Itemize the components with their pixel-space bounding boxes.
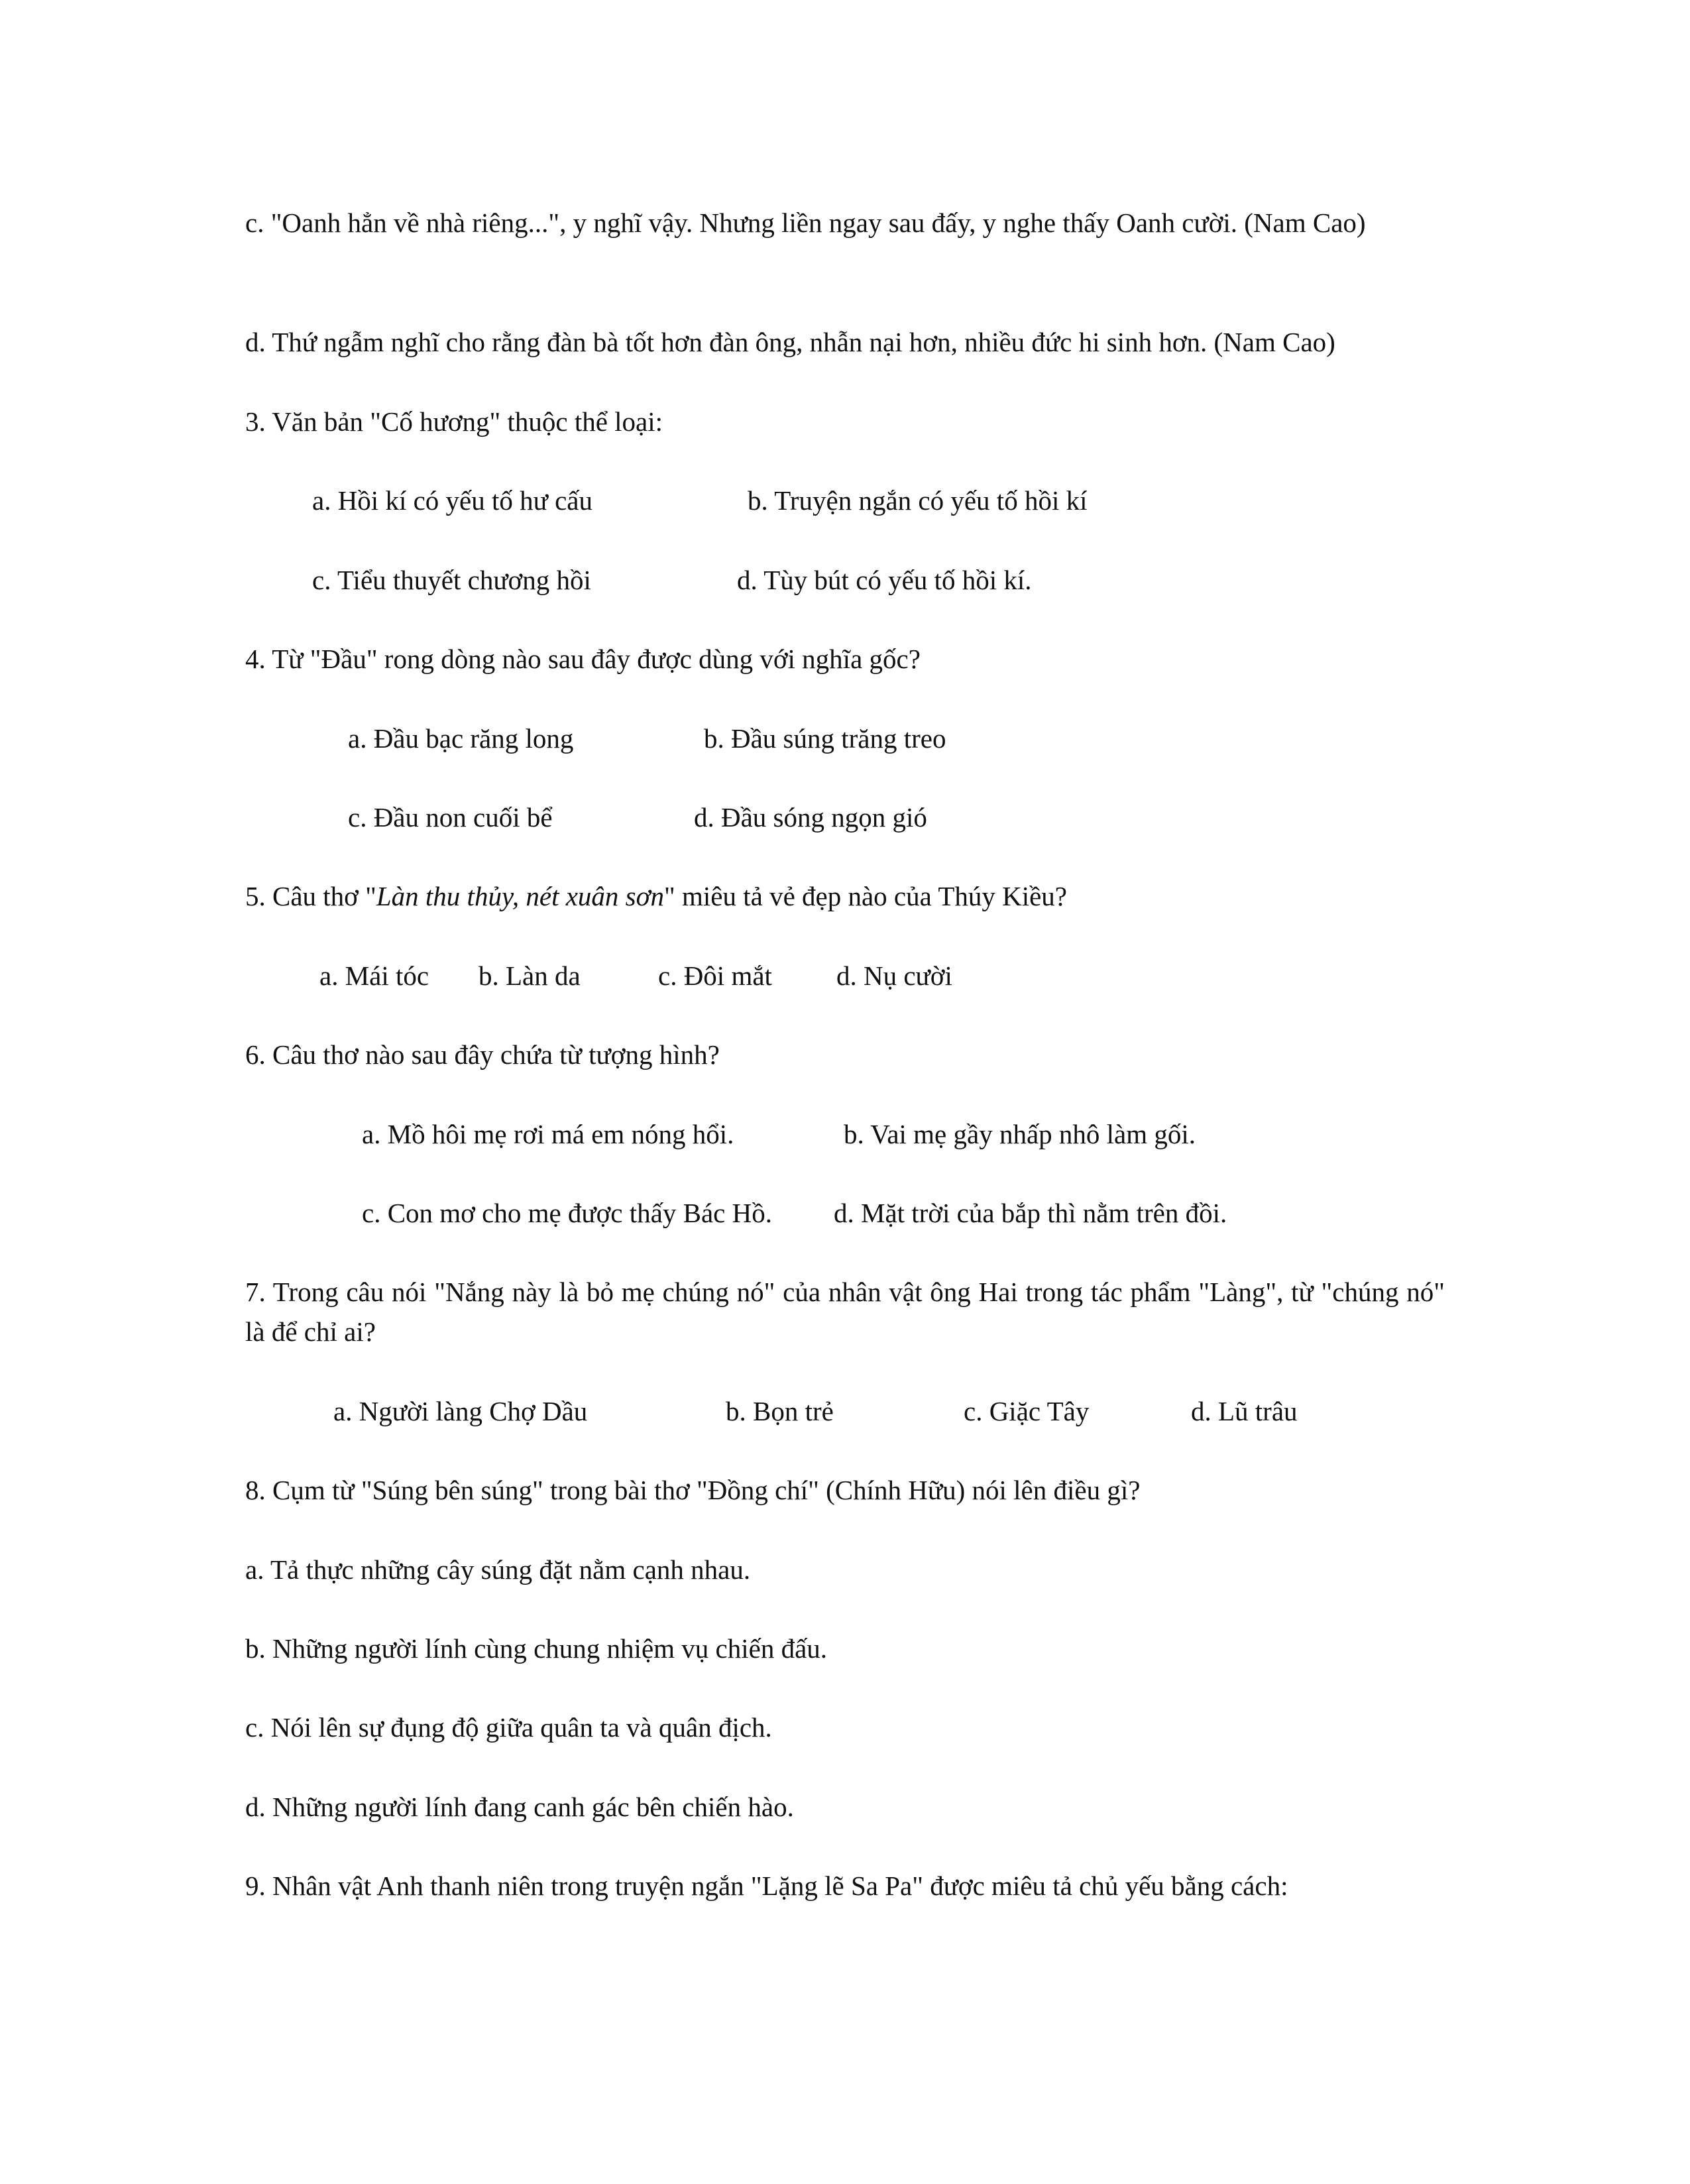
q8-question: 8. Cụm từ "Súng bên súng" trong bài thơ "Đồng chí" (Chính Hữu) nói lên điều gì? xyxy=(245,1475,1141,1505)
q6-option-a: a. Mồ hôi mẹ rơi má em nóng hổi. xyxy=(362,1119,734,1149)
q5-option-b: b. Làn da xyxy=(479,960,581,991)
q5-option-d: d. Nụ cười xyxy=(836,960,952,991)
q7-option-c: c. Giặc Tây xyxy=(964,1396,1090,1426)
q3-option-a: a. Hồi kí có yếu tố hư cấu xyxy=(312,485,592,516)
q6-option-b: b. Vai mẹ gầy nhấp nhô làm gối. xyxy=(844,1119,1196,1149)
q4-option-d: d. Đầu sóng ngọn gió xyxy=(694,802,927,833)
q7-option-b: b. Bọn trẻ xyxy=(726,1396,834,1426)
q3-option-b: b. Truyện ngắn có yếu tố hồi kí xyxy=(748,485,1088,516)
q7-option-d: d. Lũ trâu xyxy=(1191,1396,1298,1426)
q8-option-c: c. Nói lên sự đụng độ giữa quân ta và quân địch. xyxy=(245,1712,772,1743)
q5-option-a: a. Mái tóc xyxy=(319,960,429,991)
q5-question-quote: Làn thu thủy, nét xuân sơn xyxy=(376,881,665,911)
q5-question-prefix: 5. Câu thơ " xyxy=(245,881,376,911)
q5-option-c: c. Đôi mắt xyxy=(658,960,772,991)
q3-option-d: d. Tùy bút có yếu tố hồi kí. xyxy=(737,565,1032,595)
q6-question: 6. Câu thơ nào sau đây chứa từ tượng hình? xyxy=(245,1039,720,1070)
q7-option-a: a. Người làng Chợ Dầu xyxy=(333,1396,588,1426)
q4-option-b: b. Đầu súng trăng treo xyxy=(704,723,946,754)
q8-option-a: a. Tả thực những cây súng đặt nằm cạnh nhau. xyxy=(245,1554,751,1585)
q5-question-suffix: " miêu tả vẻ đẹp nào của Thúy Kiều? xyxy=(664,881,1068,911)
q6-option-c: c. Con mơ cho mẹ được thấy Bác Hồ. xyxy=(362,1198,772,1228)
q4-option-c: c. Đầu non cuối bể xyxy=(348,802,553,833)
q4-option-a: a. Đầu bạc răng long xyxy=(348,723,574,754)
q2-option-c: c. "Oanh hẳn về nhà riêng...", y nghĩ vậy. Nhưng liền ngay sau đấy, y nghe thấy Oanh cười. (Nam Cao) xyxy=(245,207,1366,238)
q8-option-d: d. Những người lính đang canh gác bên chiến hào. xyxy=(245,1792,794,1822)
q4-question: 4. Từ "Đầu" rong dòng nào sau đây được dùng với nghĩa gốc? xyxy=(245,644,921,674)
q6-option-d: d. Mặt trời của bắp thì nằm trên đồi. xyxy=(834,1198,1227,1228)
q3-option-c: c. Tiểu thuyết chương hồi xyxy=(312,565,591,595)
q7-question: 7. Trong câu nói "Nắng này là bỏ mẹ chúng nó" của nhân vật ông Hai trong tác phẩm "Làng", từ "chúng nó" là để chỉ ai? xyxy=(245,1277,1445,1347)
q8-option-b: b. Những người lính cùng chung nhiệm vụ chiến đấu. xyxy=(245,1633,828,1664)
q3-question: 3. Văn bản "Cố hương" thuộc thể loại: xyxy=(245,406,663,437)
q5-question xyxy=(245,876,1067,916)
q2-option-d: d. Thứ ngẫm nghĩ cho rằng đàn bà tốt hơn đàn ông, nhẫn nại hơn, nhiều đức hi sinh hơn. (Nam Cao) xyxy=(245,327,1335,357)
q9-question: 9. Nhân vật Anh thanh niên trong truyện ngắn "Lặng lẽ Sa Pa" được miêu tả chủ yếu bằng cách: xyxy=(245,1870,1288,1901)
